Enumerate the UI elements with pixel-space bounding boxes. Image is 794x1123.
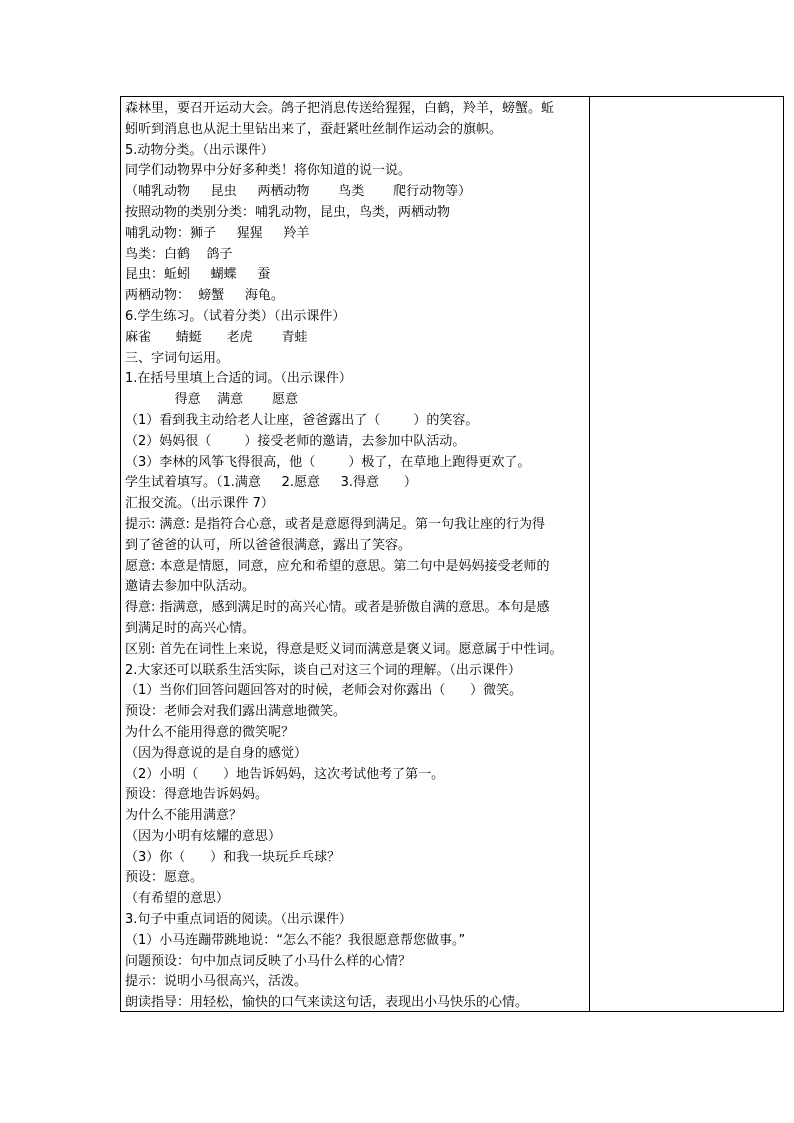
- text-line: （因为得意说的是自身的感觉）: [125, 745, 308, 761]
- text-line: （哺乳动物 昆虫 两栖动物 鸟类 爬行动物等）: [125, 184, 472, 200]
- text-line: （1）小马连蹦带跳地说：“怎么不能？我很愿意帮您做事。”: [125, 932, 466, 948]
- text-line: 预设：愿意。: [125, 870, 204, 886]
- text-line: 为什么不能用得意的微笑呢？: [125, 724, 295, 740]
- text-line: 6.学生练习。（试着分类）（出示课件）: [125, 308, 346, 324]
- lesson-content-cell: [125, 99, 587, 1014]
- text-line: 朗读指导：用轻松，愉快的口气来读这句话，表现出小马快乐的心情。: [125, 995, 529, 1011]
- text-line: （3）李林的风筝飞得很高，他（ ）极了，在草地上跑得更欢了。: [125, 454, 531, 470]
- text-line: （因为小明有炫耀的意思）: [125, 828, 282, 844]
- text-line: 到满足时的高兴心情。: [125, 620, 256, 636]
- text-line: 预设：老师会对我们露出满意地微笑。: [125, 704, 347, 720]
- text-line: 邀请去参加中队活动。: [125, 579, 256, 595]
- text-line: （有希望的意思）: [125, 891, 230, 907]
- text-line: 麻雀 蜻蜓 老虎 青蛙: [125, 329, 308, 345]
- text-line: 学生试着填写。（1.满意 2.愿意 3.得意 ）: [125, 475, 417, 491]
- text-line: 同学们动物界中分好多种类！将你知道的说一说。: [125, 163, 412, 179]
- text-line: 提示：说明小马很高兴，活泼。: [125, 974, 308, 990]
- text-line: 昆虫：蚯蚓 蝴蝶 蚕: [125, 267, 271, 283]
- notes-cell: [591, 97, 783, 1011]
- text-line: 两栖动物： 螃蟹 海龟。: [125, 288, 284, 304]
- text-line: 1.在括号里填上合适的词。（出示课件）: [125, 371, 352, 387]
- text-line: 得意 满意 愿意: [125, 392, 299, 408]
- lesson-table: [120, 96, 784, 1012]
- text-line: 提示: 满意: 是指符合心意，或者是意愿得到满足。第一句我让座的行为得: [125, 516, 546, 532]
- text-line: 为什么不能用满意？: [125, 808, 243, 824]
- text-line: 森林里，要召开运动大会。鸽子把消息传送给猩猩，白鹤，羚羊，螃蟹。蚯: [125, 101, 555, 116]
- text-line: 3.句子中重点词语的阅读。（出示课件）: [125, 912, 352, 928]
- text-line: 按照动物的类别分类：哺乳动物，昆虫，鸟类，两栖动物: [125, 204, 451, 220]
- text-line: 汇报交流。（出示课件 7）: [125, 496, 274, 512]
- text-line: 三、字词句运用。: [125, 350, 230, 366]
- text-line: 到了爸爸的认可，所以爸爸很满意，露出了笑容。: [125, 537, 412, 553]
- text-line: （2）妈妈很（ ）接受老师的邀请，去参加中队活动。: [125, 433, 466, 449]
- text-line: 问题预设：句中加点词反映了小马什么样的心情？: [125, 953, 412, 969]
- text-line: （3）你（ ）和我一块玩乒乓球？: [125, 849, 341, 865]
- text-line: 5.动物分类。（出示课件）: [125, 142, 274, 158]
- text-line: 区别: 首先在词性上来说，得意是贬义词而满意是褒义词。愿意属于中性词。: [125, 641, 563, 657]
- text-line: （1）当你们回答问题回答对的时候，老师会对你露出（ ）微笑。: [125, 683, 523, 699]
- text-line: 哺乳动物：狮子 猩猩 羚羊: [125, 225, 310, 241]
- text-line: 预设：得意地告诉妈妈。: [125, 787, 269, 803]
- text-line: 得意: 指满意，感到满足时的高兴心情。或者是骄傲自满的意思。本句是感: [125, 600, 550, 616]
- text-line: （1）看到我主动给老人让座，爸爸露出了（ ）的笑容。: [125, 412, 479, 428]
- text-line: 2.大家还可以联系生活实际，谈自己对这三个词的理解。（出示课件）: [125, 662, 521, 678]
- text-line: 蚓听到消息也从泥土里钻出来了，蚕赶紧吐丝制作运动会的旗帜。: [125, 121, 503, 137]
- text-line: 鸟类：白鹤 鸽子: [125, 246, 233, 262]
- column-divider: [589, 97, 590, 1011]
- text-line: 愿意: 本意是情愿，同意，应允和希望的意思。第二句中是妈妈接受老师的: [125, 558, 550, 574]
- text-line: （2）小明（ ）地告诉妈妈，这次考试他考了第一。: [125, 766, 445, 782]
